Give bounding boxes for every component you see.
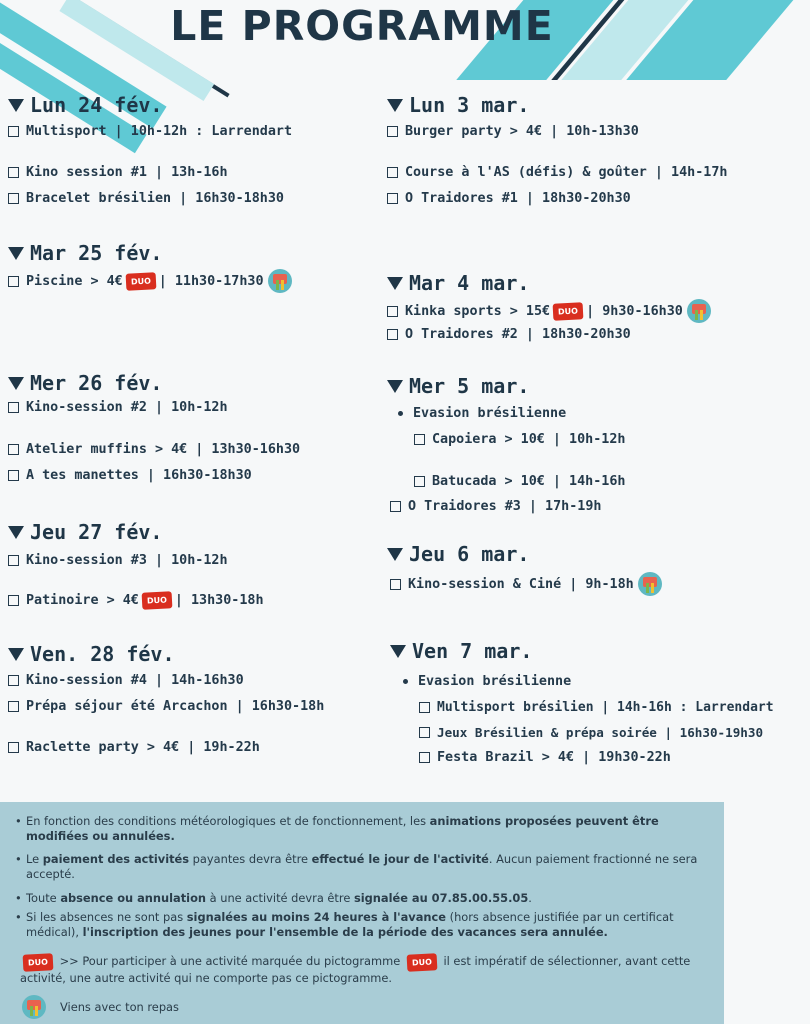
triangle-down-icon [387,277,403,290]
meal-icon [268,269,292,293]
day-heading: Ven 7 mar. [390,639,532,663]
duo-badge: DUO [125,272,156,291]
group-label: Evasion brésilienne [403,674,571,689]
checkbox[interactable] [8,444,19,455]
activity-item[interactable]: Batucada > 10€ | 14h-16h [414,474,625,489]
checkbox[interactable] [419,752,430,763]
checkbox[interactable] [419,727,430,738]
duo-badge: DUO [141,591,172,610]
checkbox[interactable] [8,276,19,287]
checkbox[interactable] [8,555,19,566]
note-payment: • Le paiement des activités payantes devra être effectué le jour de l'activité. Aucun paiement fractionné ne sera accepté. [15,852,698,881]
triangle-down-icon [8,247,24,260]
activity-item[interactable]: Burger party > 4€ | 10h-13h30 [387,124,639,139]
meal-icon [687,299,711,323]
activity-item[interactable]: Bracelet brésilien | 16h30-18h30 [8,191,284,206]
activity-item[interactable]: Kino-session #3 | 10h-12h [8,553,228,568]
group-label: Evasion brésilienne [398,406,566,421]
activity-item[interactable]: Kino-session #2 | 10h-12h [8,400,228,415]
activity-item[interactable]: O Traidores #2 | 18h30-20h30 [387,327,631,342]
activity-item[interactable]: A tes manettes | 16h30-18h30 [8,468,252,483]
duo-badge: DUO [23,953,54,972]
activity-item[interactable]: Kino-session & Ciné | 9h-18h [390,572,662,596]
triangle-down-icon [8,526,24,539]
day-heading: Ven. 28 fév. [8,642,175,666]
bullet-dot [403,679,408,684]
bullet-dot [398,411,403,416]
activity-item[interactable]: Patinoire > 4€ DUO | 13h30-18h [8,592,264,609]
triangle-down-icon [8,648,24,661]
checkbox[interactable] [387,193,398,204]
checkbox[interactable] [8,402,19,413]
duo-badge: DUO [553,302,584,321]
day-heading: Mar 25 fév. [8,241,162,265]
day-heading: Lun 3 mar. [387,93,529,117]
day-heading: Mer 5 mar. [387,374,529,398]
triangle-down-icon [387,548,403,561]
checkbox[interactable] [8,126,19,137]
checkbox[interactable] [8,742,19,753]
checkbox[interactable] [390,579,401,590]
activity-item[interactable]: Kinka sports > 15€ DUO | 9h30-16h30 [387,299,711,323]
day-heading: Jeu 6 mar. [387,542,529,566]
note-duo: DUO >> Pour participer à une activité marquée du pictogramme DUO il est impératif de sélectionner, avant cette activité, une autre activité qui ne comporte pas ce pictogramme. [20,954,691,985]
activity-item[interactable]: Atelier muffins > 4€ | 13h30-16h30 [8,442,300,457]
activity-item[interactable]: Multisport brésilien | 14h-16h : Larrendart [419,700,774,715]
activity-item[interactable]: Jeux Brésilien & prépa soirée | 16h30-19h30 [419,725,763,740]
triangle-down-icon [8,99,24,112]
triangle-down-icon [390,645,406,658]
checkbox[interactable] [8,675,19,686]
checkbox[interactable] [387,329,398,340]
duo-badge: DUO [406,953,437,972]
note-weather: • En fonction des conditions météorologiques et de fonctionnement, les animations proposées peuvent être modifiées ou annulées. [15,814,659,843]
triangle-down-icon [387,99,403,112]
meal-icon [22,995,46,1019]
checkbox[interactable] [8,470,19,481]
activity-item[interactable]: Capoiera > 10€ | 10h-12h [414,432,625,447]
activity-item[interactable]: Raclette party > 4€ | 19h-22h [8,740,260,755]
header-banner [0,0,724,72]
checkbox[interactable] [8,701,19,712]
meal-icon [638,572,662,596]
checkbox[interactable] [419,702,430,713]
activity-item[interactable]: Festa Brazil > 4€ | 19h30-22h [419,750,671,765]
activity-item[interactable]: Multisport | 10h-12h : Larrendart [8,124,292,139]
checkbox[interactable] [414,434,425,445]
checkbox[interactable] [8,595,19,606]
checkbox[interactable] [8,167,19,178]
day-heading: Jeu 27 fév. [8,520,162,544]
checkbox[interactable] [414,476,425,487]
day-heading: Mar 4 mar. [387,271,529,295]
checkbox[interactable] [8,193,19,204]
checkbox[interactable] [390,501,401,512]
checkbox[interactable] [387,126,398,137]
page-title: LE PROGRAMME [170,2,554,50]
triangle-down-icon [8,377,24,390]
day-heading: Mer 26 fév. [8,371,162,395]
day-heading: Lun 24 fév. [8,93,162,117]
note-meal: Viens avec ton repas [22,995,702,1019]
activity-item[interactable]: Prépa séjour été Arcachon | 16h30-18h [8,699,324,714]
activity-item[interactable]: Kino session #1 | 13h-16h [8,165,228,180]
note-absence: • Toute absence ou annulation à une activité devra être signalée au 07.85.00.55.05. [15,891,532,905]
checkbox[interactable] [387,167,398,178]
activity-item[interactable]: O Traidores #1 | 18h30-20h30 [387,191,631,206]
activity-item[interactable]: Kino-session #4 | 14h-16h30 [8,673,244,688]
checkbox[interactable] [387,306,398,317]
activity-item[interactable]: O Traidores #3 | 17h-19h [390,499,601,514]
triangle-down-icon [387,380,403,393]
note-notice: • Si les absences ne sont pas signalées au moins 24 heures à l'avance (hors absence justifiée par un certificat médical), l'inscription des jeunes pour l'ensemble de la période des vacances sera annulée. [15,910,674,939]
activity-item[interactable]: Piscine > 4€ DUO | 11h30-17h30 [8,269,292,293]
info-panel [0,802,724,1024]
activity-item[interactable]: Course à l'AS (défis) & goûter | 14h-17h [387,165,727,180]
